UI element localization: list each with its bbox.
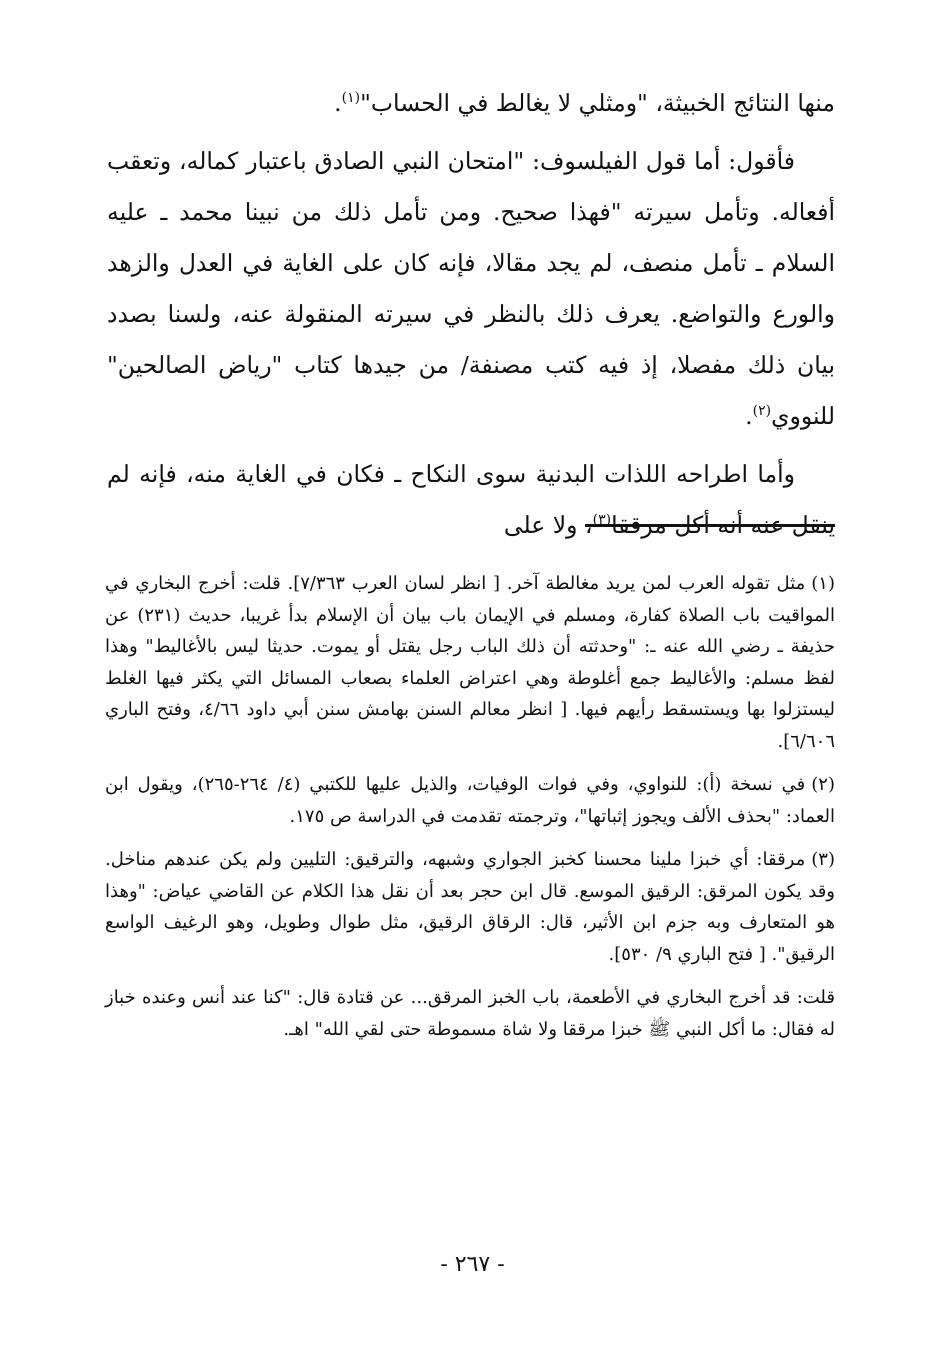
footnote-3 bbox=[105, 844, 835, 970]
footnote-2-number: (٢) bbox=[811, 774, 835, 795]
paragraph-1-end: . bbox=[334, 89, 342, 117]
footnotes bbox=[105, 568, 835, 1057]
paragraph-1 bbox=[107, 78, 835, 129]
footnote-2 bbox=[105, 769, 835, 832]
paragraph-2-text: فأقول: أما قول الفيلسوف: "امتحان النبي الصادق باعتبار كماله، وتعقب أفعاله. وتأمل سيرته "فهذا صحيح. ومن تأمل ذلك من نبينا محمد ـ عليه السلام ـ تأمل منصف، لم يجد مقالا، فإنه كان على الغاية في العدل والزهد والورع والتواضع. يعرف ذلك بالنظر في سيرته المنقولة عنه، ولسنا بصدد بيان ذلك مفصلا، إذ فيه كتب مصنفة/ من جيدها كتاب "رياض الصالحين" للنووي bbox=[107, 147, 835, 430]
paragraph-2 bbox=[107, 136, 835, 442]
footnote-2-text: في نسخة (أ): للنواوي، وفي فوات الوفيات، والذيل عليها للكتبي (٤/ ٢٦٤-٢٦٥)، ويقول ابن العماد: "بحذف الألف ويجوز إثباتها"، وترجمته تقدمت في الدراسة ص ١٧٥. bbox=[105, 774, 835, 827]
footnote-ref-3[interactable]: (٣) bbox=[592, 512, 612, 529]
footnote-separator bbox=[585, 524, 835, 527]
page-number: - ٢٦٧ - bbox=[440, 1252, 505, 1277]
main-text bbox=[107, 78, 835, 551]
paragraph-1-text: منها النتائج الخبيثة، "ومثلي لا يغالط في الحساب" bbox=[360, 89, 835, 117]
paragraph-3 bbox=[107, 449, 835, 551]
footnote-3-number: (٣) bbox=[811, 849, 835, 870]
footnote-1 bbox=[105, 568, 835, 757]
footnote-3-continuation: قلت: قد أخرج البخاري في الأطعمة، باب الخبز المرقق... عن قتادة قال: "كنا عند أنس وعنده خباز له فقال: ما أكل النبي ﷺ خبزا مرققا ولا شاة مسموطة حتى لقي الله" اهـ. bbox=[105, 987, 835, 1040]
footnote-1-number: (١) bbox=[811, 573, 835, 594]
footnote-1-text: مثل تقوله العرب لمن يريد مغالطة آخر. [ انظر لسان العرب ٧/٣٦٣]. قلت: أخرج البخاري في المواقيت باب الصلاة كفارة، ومسلم في الإيمان باب بيان أن الإسلام بدأ غريبا، حديث (٢٣١) عن حذيفة ـ رضي الله عنه ـ: "وحدثته أن ذلك الباب رجل يقتل أو يموت. حديثا ليس بالأغاليط" وهذا لفظ مسلم: والأغاليط جمع أغلوطة وهي اعتراض العلماء بصعاب المسائل التي يكثر فيها الغلط ليستزلوا بها ويستسقط رأيهم فيها. [ انظر معالم السنن بهامش سنن أبي داود ٤/٦٦، وفتح الباري ٦/٦٠٦]. bbox=[105, 573, 835, 752]
footnote-ref-1[interactable]: (١) bbox=[341, 90, 361, 107]
paragraph-3-text: وأما اطراحه اللذات البدنية سوى النكاح ـ فكان في الغاية منه، فإنه لم ينقل عنه أنه أكل مرققا bbox=[107, 460, 835, 539]
paragraph-3-end: ، ولا على bbox=[503, 511, 593, 539]
footnote-ref-2[interactable]: (٢) bbox=[752, 403, 772, 420]
footnote-3-text: مرققا: أي خبزا ملينا محسنا كخبز الجواري وشبهه، والترقيق: التليين ولم يكن عندهم مناخل. وقد يكون المرقق: الرقيق الموسع. قال ابن حجر بعد أن نقل هذا الكلام عن القاضي عياض: "وهذا هو المتعارف وبه جزم ابن الأثير، قال: الرقاق الرقيق، مثل طوال وطويل، وهو الرغيف الواسع الرقيق". [ فتح الباري ٩/ ٥٣٠]. bbox=[105, 849, 835, 965]
paragraph-2-end: . bbox=[745, 402, 753, 430]
